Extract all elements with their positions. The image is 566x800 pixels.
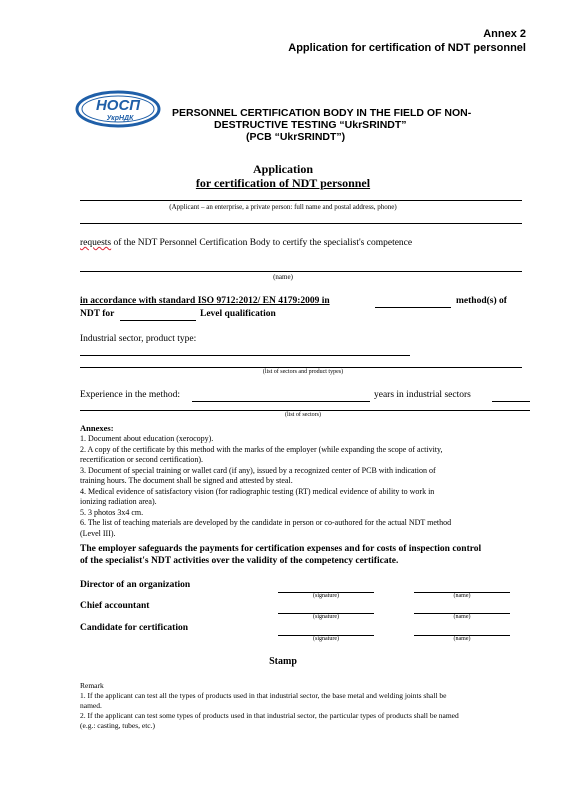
director-signature-caption: (signature) — [313, 593, 339, 599]
name-line — [80, 271, 522, 272]
annex-item: 4. Medical evidence of satisfactory vision (for radiographic testing (RT) medical evidence of ability to work in — [80, 486, 435, 496]
annex-subtitle: Application for certification of NDT personnel — [288, 42, 526, 54]
industrial-line-2[interactable] — [80, 367, 522, 368]
body-header-line3: (PCB “UkrSRINDT”) — [246, 131, 346, 143]
remark-heading: Remark — [80, 681, 104, 690]
director-name-caption: (name) — [453, 593, 471, 599]
annex-item: 1. Document about education (xerocopy). — [80, 434, 214, 443]
title-line1: Application — [252, 162, 313, 176]
sectors-caption: (list of sectors) — [285, 412, 321, 418]
logo-text: НОСП — [95, 97, 141, 114]
candidate-name-caption: (name) — [453, 636, 471, 642]
ukrsrindt-logo — [74, 89, 162, 129]
experience-label: Experience in the method: — [80, 390, 180, 400]
employer-line2: of the specialist's NDT activities over the validity of the competency certificate. — [80, 556, 399, 566]
standard-text-4: Level qualification — [200, 309, 276, 319]
annex-item: 6. The list of teaching materials are developed by the candidate in person or co-authored for the actual NDT method — [80, 518, 452, 527]
method-field-line[interactable] — [375, 307, 451, 308]
level-field-line[interactable] — [120, 320, 196, 321]
title-line2: for certification of NDT personnel — [195, 176, 371, 190]
applicant-caption: (Applicant – an enterprise, a private person: full name and postal address, phone) — [169, 203, 397, 211]
industrial-label: Industrial sector, product type: — [80, 334, 197, 344]
request-rest: of the NDT Personnel Certification Body to certify the specialist's competence — [111, 238, 413, 248]
experience-field-line[interactable] — [192, 401, 370, 402]
name-caption: (name) — [273, 273, 293, 281]
annex-item: ionizing radiation area). — [80, 497, 157, 506]
remark-line: (e.g.: casting, tubes, etc.) — [80, 721, 155, 730]
standard-text-1: in accordance with standard ISO 9712:2012/ EN 4179:2009 in — [80, 296, 330, 306]
standard-text-2: method(s) of — [456, 296, 507, 306]
director-label: Director of an organization — [80, 580, 191, 590]
remark-line: 1. If the applicant can test all the types of products used in that industrial sector, the base metal and welding joints shall be — [80, 691, 447, 700]
accountant-label: Chief accountant — [80, 601, 150, 611]
annex-number: Annex 2 — [483, 28, 526, 40]
body-header-line2: DESTRUCTIVE TESTING “UkrSRINDT” — [214, 119, 407, 131]
sectors-field-line-2[interactable] — [80, 410, 530, 411]
candidate-signature-caption: (signature) — [313, 636, 339, 642]
annex-item: training hours. The document shall be signed and attested by steal. — [80, 476, 293, 485]
experience-middle: years in industrial sectors — [374, 390, 471, 400]
standard-text-3: NDT for — [80, 309, 115, 319]
annexes-list — [80, 434, 451, 539]
employer-line1: The employer safeguards the payments for certification expenses and for costs of inspection control — [80, 544, 482, 554]
accountant-signature-caption: (signature) — [313, 614, 339, 620]
annex-item: (Level III). — [80, 528, 116, 538]
industrial-line-1[interactable] — [80, 355, 410, 356]
annex-item: 3. Document of special training or wallet card (if any), issued by a recognized center of PCB with indication of — [80, 465, 436, 475]
applicant-line-1 — [80, 200, 522, 201]
request-text — [80, 238, 412, 248]
stamp-label: Stamp — [269, 656, 297, 667]
candidate-label: Candidate for certification — [80, 623, 188, 633]
body-header-line1: PERSONNEL CERTIFICATION BODY IN THE FIELD OF NON- — [172, 107, 472, 119]
sectors-field-line-1[interactable] — [492, 401, 530, 402]
remark-line: named. — [80, 701, 102, 710]
applicant-line-2 — [80, 223, 522, 224]
request-word: requests — [80, 238, 112, 248]
logo-subtext: УкрНДК — [106, 115, 134, 122]
remark-line: 2. If the applicant can test some types of products used in that industrial sector, the particular types of products shall be named — [80, 711, 459, 720]
industrial-caption: (list of sectors and product types) — [262, 369, 344, 375]
annexes-heading: Annexes: — [80, 423, 114, 433]
remark-list — [80, 691, 459, 731]
annex-item: 2. A copy of the certificate by this method with the marks of the employer (while expanding the scope of activity, — [80, 444, 443, 454]
annex-item: 5. 3 photos 3x4 cm. — [80, 507, 144, 517]
annex-item: recertification or second certification). — [80, 455, 204, 464]
accountant-name-caption: (name) — [453, 614, 471, 620]
